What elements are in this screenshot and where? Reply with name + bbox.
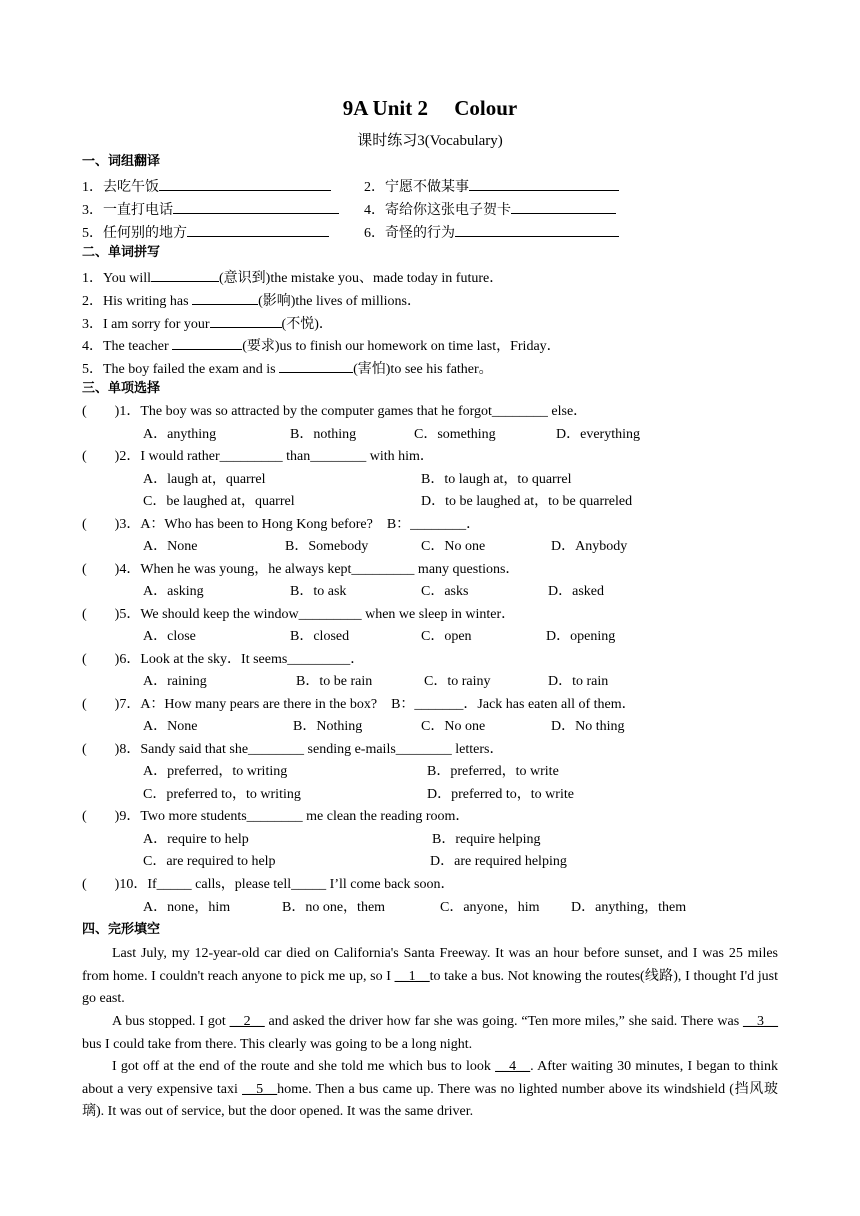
question-stem: ( )3．A：Who has been to Hong Kong before? B：________． xyxy=(82,517,481,532)
spelling-item: 1．You will (意识到)the mistake you、made today in future． xyxy=(82,267,503,288)
option: B．to laugh at，to quarrel xyxy=(421,472,572,487)
option: D．are required helping xyxy=(430,854,567,869)
phrase-item: 4．寄给你这张电子贺卡 xyxy=(364,199,616,220)
option: B．no one，them xyxy=(282,900,386,915)
cloze-paragraph: Last July, my 12-year-old car died on California's Santa Freeway. It was an hour before sunset, and I was 25 miles from home. I couldn't reach anyone to pick me up, so I __1__to take a bus. Not knowing the routes(线路), I thought I'd just go east. xyxy=(82,946,778,1006)
option: D．preferred to，to write xyxy=(427,787,574,802)
cloze-blank: __3__ xyxy=(743,1014,779,1029)
question-stem: ( )5．We should keep the window_________ when we sleep in winter． xyxy=(82,607,516,622)
phrase-item: 2．宁愿不做某事 xyxy=(364,176,619,197)
cloze-paragraph: A bus stopped. I got __2__ and asked the driver how far she was going. “Ten more miles,” she said. There was __3__ bus I could take from there. This clearly was going to be a long night. xyxy=(82,1014,779,1052)
phrase-item: 1．去吃午饭 xyxy=(82,176,331,197)
cloze-paragraph: I got off at the end of the route and she told me which bus to look __4__. After waiting 30 minutes, I began to think about a very expensive taxi __5__home. Then a bus came up. There was no lighted number above its windshield (挡风玻璃). It was out of service, but the door opened. It was the same driver. xyxy=(82,1059,778,1119)
option: C．anyone，him xyxy=(440,900,540,915)
option: D．No thing xyxy=(551,719,625,734)
option: A．laugh at，quarrel xyxy=(143,472,266,487)
section-heading-3: 三、单项选择 xyxy=(82,381,161,396)
option: D．asked xyxy=(548,584,604,599)
option: B．nothing xyxy=(290,427,357,442)
cloze-blank: __2__ xyxy=(229,1014,265,1029)
option: C．asks xyxy=(421,584,469,599)
option: A．asking xyxy=(143,584,204,599)
option: D．to be laughed at，to be quarreled xyxy=(421,494,633,509)
option: C．something xyxy=(414,427,496,442)
page-subtitle: 课时练习3(Vocabulary) xyxy=(357,133,503,149)
spelling-item: 5．The boy failed the exam and is (害怕)to see his father。 xyxy=(82,358,493,379)
option: C．No one xyxy=(421,539,486,554)
phrase-item: 6．奇怪的行为 xyxy=(364,222,619,243)
option: A．raining xyxy=(143,674,207,689)
question-stem: ( )8．Sandy said that she________ sending e-mails________ letters． xyxy=(82,742,504,757)
section-heading-1: 一、词组翻译 xyxy=(82,154,161,169)
option: B．to be rain xyxy=(296,674,373,689)
option: A．anything xyxy=(143,427,217,442)
option: A．require to help xyxy=(143,832,249,847)
section-heading-2: 二、单词拼写 xyxy=(82,245,161,260)
option: A．none，him xyxy=(143,900,231,915)
question-stem: ( )6．Look at the sky．It seems_________． xyxy=(82,652,365,667)
section-heading-4: 四、完形填空 xyxy=(82,922,161,937)
option: C．be laughed at，quarrel xyxy=(143,494,295,509)
question-stem: ( )9．Two more students________ me clean the reading room． xyxy=(82,809,470,824)
option: A．None xyxy=(143,539,198,554)
question-stem: ( )1．The boy was so attracted by the computer games that he forgot________ else． xyxy=(82,404,588,419)
option: B．closed xyxy=(290,629,350,644)
cloze-blank: __5__ xyxy=(242,1081,278,1097)
option: D．Anybody xyxy=(551,539,628,554)
option: C．to rainy xyxy=(424,674,491,689)
option: C．No one xyxy=(421,719,486,734)
phrase-item: 3．一直打电话 xyxy=(82,199,339,220)
spelling-item: 3．I am sorry for your (不悦)． xyxy=(82,313,333,334)
spelling-item: 4．The teacher (要求)us to finish our homework on time last，Friday． xyxy=(82,335,561,356)
page-title: 9A Unit 2 Colour xyxy=(342,96,518,120)
option: B．to ask xyxy=(290,584,347,599)
option: B．require helping xyxy=(432,832,541,847)
option: B．Nothing xyxy=(293,719,363,734)
option: D．to rain xyxy=(548,674,609,689)
cloze-blank: __1__ xyxy=(394,968,430,984)
question-stem: ( )7．A：How many pears are there in the box? B：_______．Jack has eaten all of them． xyxy=(82,697,636,712)
spelling-item: 2．His writing has (影响)the lives of millions． xyxy=(82,290,421,311)
option: A．preferred，to writing xyxy=(143,764,288,779)
option: A．None xyxy=(143,719,198,734)
question-stem: ( )10．If_____ calls，please tell_____ I’ll come back soon． xyxy=(82,877,455,892)
option: C．open xyxy=(421,629,472,644)
option: D．everything xyxy=(556,427,640,442)
phrase-item: 5．任何别的地方 xyxy=(82,222,329,243)
question-stem: ( )4．When he was young，he always kept_________ many questions． xyxy=(82,562,520,577)
option: B．Somebody xyxy=(285,539,369,554)
option: A．close xyxy=(143,629,196,644)
option: B．preferred，to write xyxy=(427,764,559,779)
question-stem: ( )2．I would rather_________ than________ with him． xyxy=(82,449,434,464)
option: C．preferred to，to writing xyxy=(143,787,301,802)
option: D．anything，them xyxy=(571,900,687,915)
cloze-blank: __4__ xyxy=(495,1059,531,1074)
option: D．opening xyxy=(546,629,616,644)
option: C．are required to help xyxy=(143,854,276,869)
